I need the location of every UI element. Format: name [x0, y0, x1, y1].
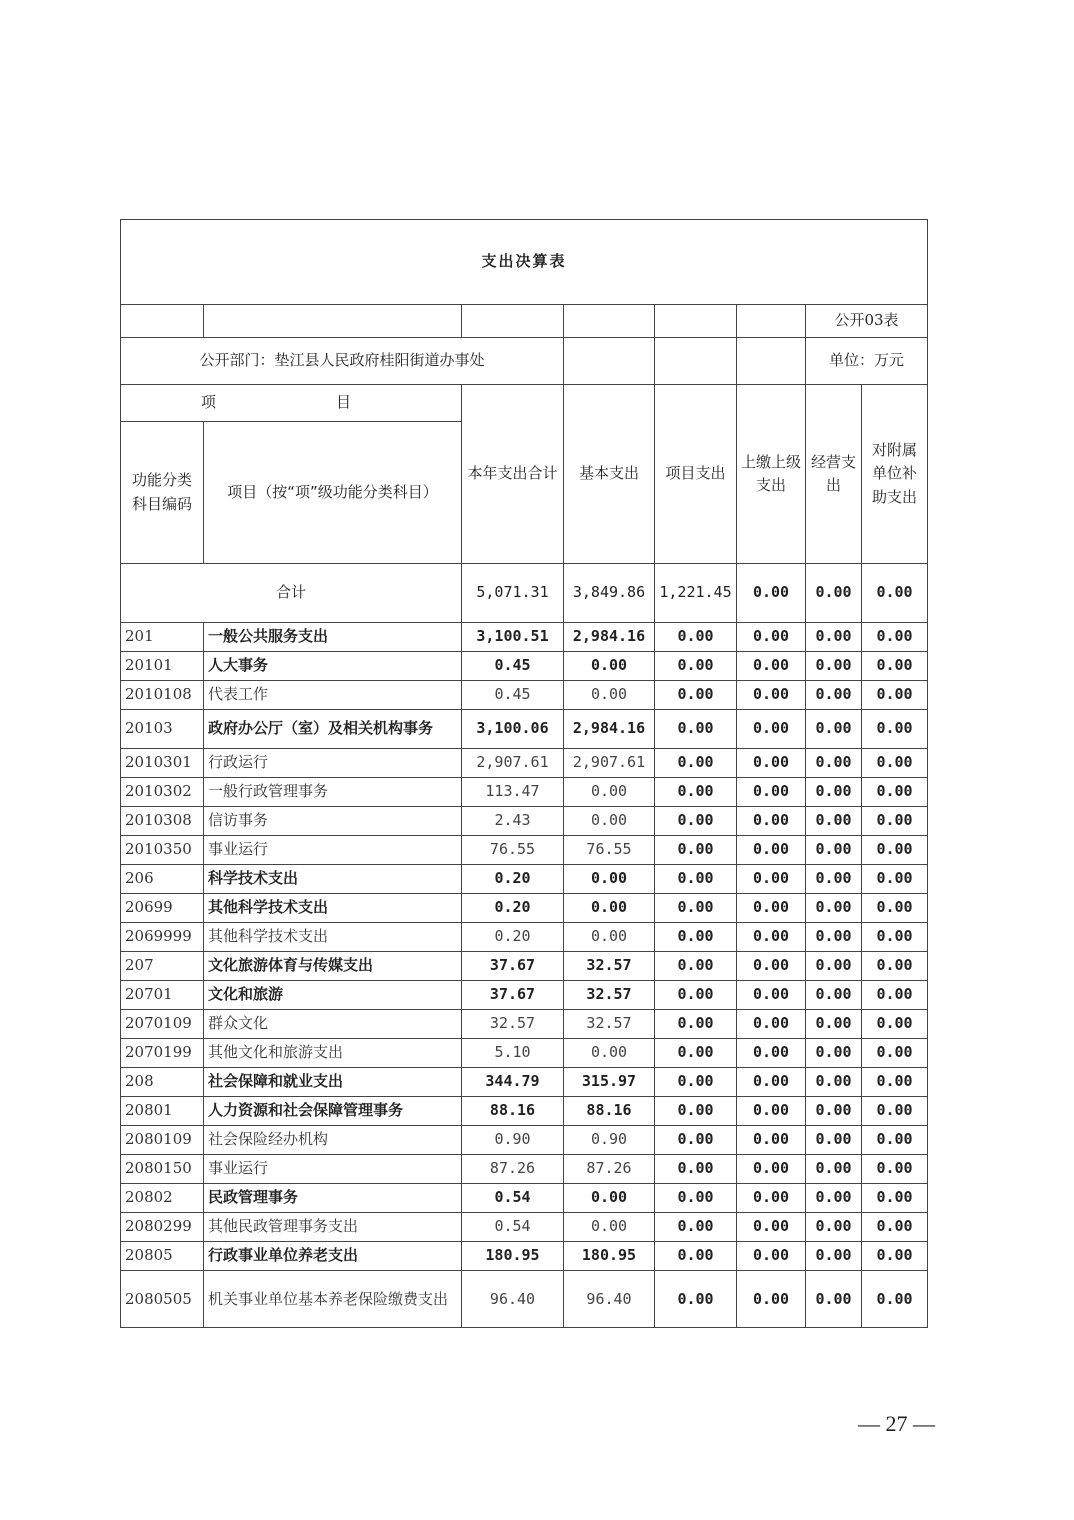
row-value: 0.00: [737, 923, 806, 952]
row-value: 0.45: [462, 681, 564, 710]
row-item-name: 其他科学技术支出: [204, 923, 462, 952]
row-value: 0.00: [862, 981, 928, 1010]
row-value: 0.00: [737, 681, 806, 710]
row-value: 113.47: [462, 778, 564, 807]
row-value: 0.00: [564, 1184, 655, 1213]
table-row: [121, 623, 928, 652]
table-row: [121, 778, 928, 807]
row-code: 2070109: [121, 1010, 204, 1039]
total-label: 合计: [121, 564, 462, 623]
row-code: 20802: [121, 1184, 204, 1213]
row-value: 0.00: [737, 1068, 806, 1097]
row-value: 0.00: [806, 1126, 862, 1155]
row-value: 0.00: [655, 1271, 737, 1328]
row-value: 0.00: [655, 1184, 737, 1213]
row-value: 0.00: [862, 1068, 928, 1097]
row-value: 76.55: [462, 836, 564, 865]
row-value: 2.43: [462, 807, 564, 836]
row-value: 0.00: [655, 1242, 737, 1271]
row-value: 0.00: [862, 652, 928, 681]
row-value: 0.00: [862, 778, 928, 807]
row-value: 32.57: [564, 1010, 655, 1039]
row-item-name: 科学技术支出: [204, 865, 462, 894]
table-row: [121, 710, 928, 749]
row-item-name: 文化和旅游: [204, 981, 462, 1010]
row-value: 0.00: [564, 1039, 655, 1068]
row-value: 0.00: [655, 1126, 737, 1155]
row-value: 0.00: [737, 1097, 806, 1126]
row-value: 0.00: [737, 1184, 806, 1213]
row-value: 0.00: [806, 1213, 862, 1242]
row-value: 0.20: [462, 923, 564, 952]
row-value: 0.00: [737, 1271, 806, 1328]
row-value: 0.00: [655, 923, 737, 952]
row-value: 0.00: [862, 1213, 928, 1242]
row-value: 0.00: [564, 923, 655, 952]
table-row: [121, 952, 928, 981]
row-value: 0.00: [655, 778, 737, 807]
row-value: 0.00: [862, 1155, 928, 1184]
row-value: 0.00: [737, 807, 806, 836]
row-code: 20701: [121, 981, 204, 1010]
row-value: 0.00: [655, 1068, 737, 1097]
row-value: 87.26: [462, 1155, 564, 1184]
row-value: 87.26: [564, 1155, 655, 1184]
row-value: 37.67: [462, 981, 564, 1010]
row-value: 0.00: [737, 778, 806, 807]
row-item-name: 人力资源和社会保障管理事务: [204, 1097, 462, 1126]
header-item-name: 项目（按“项”级功能分类科目）: [204, 422, 462, 564]
row-item-name: 社会保障和就业支出: [204, 1068, 462, 1097]
row-value: 32.57: [462, 1010, 564, 1039]
row-value: 0.00: [564, 807, 655, 836]
row-value: 0.00: [655, 1010, 737, 1039]
row-code: 20801: [121, 1097, 204, 1126]
table-row: [121, 1271, 928, 1328]
row-value: 0.00: [655, 623, 737, 652]
row-value: 0.45: [462, 652, 564, 681]
row-value: 0.00: [806, 894, 862, 923]
row-value: 0.00: [806, 836, 862, 865]
row-value: 0.00: [806, 623, 862, 652]
row-value: 180.95: [564, 1242, 655, 1271]
row-value: 0.00: [564, 681, 655, 710]
row-value: 0.00: [737, 1242, 806, 1271]
row-value: 0.00: [737, 865, 806, 894]
total-value: 3,849.86: [564, 564, 655, 623]
row-value: 0.90: [564, 1126, 655, 1155]
row-value: 0.00: [737, 1155, 806, 1184]
row-code: 2080299: [121, 1213, 204, 1242]
table-row: [121, 836, 928, 865]
table-title: 支出决算表: [121, 220, 928, 305]
form-number: 公开03表: [806, 305, 928, 338]
row-code: 2080150: [121, 1155, 204, 1184]
row-value: 180.95: [462, 1242, 564, 1271]
table-row: [121, 923, 928, 952]
row-value: 0.00: [564, 1213, 655, 1242]
table-row: [121, 865, 928, 894]
row-value: 0.00: [564, 865, 655, 894]
row-value: 32.57: [564, 981, 655, 1010]
row-value: 0.00: [862, 1271, 928, 1328]
table-row: [121, 1155, 928, 1184]
row-value: 0.00: [862, 923, 928, 952]
row-code: 2010108: [121, 681, 204, 710]
table-row: [121, 1184, 928, 1213]
header-basic-expenditure: 基本支出: [564, 385, 655, 564]
row-value: 344.79: [462, 1068, 564, 1097]
row-value: 0.00: [737, 981, 806, 1010]
total-value: 1,221.45: [655, 564, 737, 623]
row-value: 0.00: [655, 981, 737, 1010]
total-value: 0.00: [806, 564, 862, 623]
row-item-name: 信访事务: [204, 807, 462, 836]
row-value: 0.00: [806, 1242, 862, 1271]
row-value: 0.00: [862, 865, 928, 894]
row-value: 0.00: [564, 778, 655, 807]
expenditure-final-accounts-table: [120, 219, 928, 1328]
row-item-name: 政府办公厅（室）及相关机构事务: [204, 710, 462, 749]
row-value: 0.00: [655, 807, 737, 836]
row-item-name: 代表工作: [204, 681, 462, 710]
row-value: 0.00: [862, 952, 928, 981]
row-value: 0.00: [806, 681, 862, 710]
row-value: 0.00: [806, 1010, 862, 1039]
row-value: 32.57: [564, 952, 655, 981]
row-value: 88.16: [462, 1097, 564, 1126]
row-value: 0.00: [862, 1242, 928, 1271]
header-project-expenditure: 项目支出: [655, 385, 737, 564]
row-value: 0.00: [862, 836, 928, 865]
table-row: [121, 1068, 928, 1097]
table-row: [121, 807, 928, 836]
row-item-name: 民政管理事务: [204, 1184, 462, 1213]
row-value: 315.97: [564, 1068, 655, 1097]
row-value: 3,100.51: [462, 623, 564, 652]
header-operating-expenditure: 经营支出: [806, 385, 862, 564]
row-item-name: 事业运行: [204, 836, 462, 865]
row-value: 0.00: [806, 710, 862, 749]
row-value: 2,984.16: [564, 710, 655, 749]
row-value: 0.00: [806, 1155, 862, 1184]
row-value: 0.00: [737, 1213, 806, 1242]
table-row: [121, 681, 928, 710]
row-code: 2070199: [121, 1039, 204, 1068]
row-code: 20699: [121, 894, 204, 923]
row-item-name: 文化旅游体育与传媒支出: [204, 952, 462, 981]
row-value: 0.00: [737, 623, 806, 652]
row-code: 2069999: [121, 923, 204, 952]
table-row: [121, 1126, 928, 1155]
row-value: 0.00: [806, 1097, 862, 1126]
row-value: 2,984.16: [564, 623, 655, 652]
row-code: 20103: [121, 710, 204, 749]
row-code: 2010350: [121, 836, 204, 865]
row-code: 2080109: [121, 1126, 204, 1155]
row-value: 0.20: [462, 894, 564, 923]
row-value: 0.00: [655, 1213, 737, 1242]
row-value: 0.00: [806, 778, 862, 807]
row-value: 0.00: [806, 652, 862, 681]
row-item-name: 事业运行: [204, 1155, 462, 1184]
row-value: 3,100.06: [462, 710, 564, 749]
table-row: [121, 981, 928, 1010]
row-value: 0.20: [462, 865, 564, 894]
row-code: 20101: [121, 652, 204, 681]
row-value: 0.00: [655, 1039, 737, 1068]
row-code: 2010308: [121, 807, 204, 836]
table-row: [121, 1242, 928, 1271]
row-item-name: 机关事业单位基本养老保险缴费支出: [204, 1271, 462, 1328]
row-value: 0.00: [806, 923, 862, 952]
row-value: 0.00: [806, 1184, 862, 1213]
row-code: 206: [121, 865, 204, 894]
row-value: 0.00: [862, 1039, 928, 1068]
project-group-header: 项 目: [121, 385, 462, 422]
row-item-name: 其他民政管理事务支出: [204, 1213, 462, 1242]
total-value: 0.00: [862, 564, 928, 623]
row-value: 0.00: [862, 1184, 928, 1213]
table-row: [121, 652, 928, 681]
table-row: [121, 749, 928, 778]
row-value: 0.00: [862, 807, 928, 836]
table-row: [121, 1039, 928, 1068]
header-total-expenditure: 本年支出合计: [462, 385, 564, 564]
row-value: 96.40: [462, 1271, 564, 1328]
row-value: 5.10: [462, 1039, 564, 1068]
row-value: 0.00: [655, 952, 737, 981]
row-value: 0.00: [737, 749, 806, 778]
row-value: 0.00: [806, 807, 862, 836]
row-value: 0.00: [655, 1155, 737, 1184]
row-code: 2080505: [121, 1271, 204, 1328]
row-value: 0.00: [862, 710, 928, 749]
row-item-name: 人大事务: [204, 652, 462, 681]
row-value: 0.00: [737, 710, 806, 749]
row-value: 0.00: [655, 749, 737, 778]
row-code: 208: [121, 1068, 204, 1097]
row-value: 0.00: [737, 1126, 806, 1155]
row-value: 0.00: [737, 836, 806, 865]
row-value: 0.00: [862, 1097, 928, 1126]
row-value: 0.90: [462, 1126, 564, 1155]
row-value: 0.00: [862, 623, 928, 652]
row-value: 0.00: [564, 894, 655, 923]
table-row: [121, 1097, 928, 1126]
row-value: 0.00: [806, 952, 862, 981]
row-value: 0.00: [737, 952, 806, 981]
row-code: 20805: [121, 1242, 204, 1271]
row-value: 76.55: [564, 836, 655, 865]
header-remit-to-superior: 上缴上级支出: [737, 385, 806, 564]
row-code: 2010302: [121, 778, 204, 807]
row-value: 0.00: [737, 894, 806, 923]
row-code: 207: [121, 952, 204, 981]
row-value: 88.16: [564, 1097, 655, 1126]
table-row: [121, 1010, 928, 1039]
row-value: 0.00: [862, 1126, 928, 1155]
row-value: 2,907.61: [462, 749, 564, 778]
header-function-code: 功能分类科目编码: [121, 422, 204, 564]
row-item-name: 社会保险经办机构: [204, 1126, 462, 1155]
row-value: 0.00: [737, 1039, 806, 1068]
row-value: 0.00: [655, 652, 737, 681]
row-item-name: 行政运行: [204, 749, 462, 778]
row-value: 0.00: [737, 1010, 806, 1039]
row-code: 201: [121, 623, 204, 652]
row-value: 0.00: [737, 652, 806, 681]
table-row: [121, 894, 928, 923]
row-value: 2,907.61: [564, 749, 655, 778]
row-value: 0.00: [655, 836, 737, 865]
row-value: 0.00: [655, 710, 737, 749]
row-item-name: 其他文化和旅游支出: [204, 1039, 462, 1068]
page-number: — 27 —: [858, 1411, 935, 1436]
row-value: 0.00: [655, 681, 737, 710]
row-value: 0.00: [806, 1039, 862, 1068]
row-code: 2010301: [121, 749, 204, 778]
row-value: 0.00: [862, 681, 928, 710]
row-value: 0.00: [862, 1010, 928, 1039]
total-value: 0.00: [737, 564, 806, 623]
row-value: 0.00: [862, 894, 928, 923]
row-value: 0.00: [655, 865, 737, 894]
table-row: [121, 1213, 928, 1242]
unit-label: 单位：万元: [806, 338, 928, 385]
header-subsidy-to-affiliates: 对附属单位补助支出: [862, 385, 928, 564]
row-value: 96.40: [564, 1271, 655, 1328]
row-value: 0.00: [806, 1068, 862, 1097]
row-item-name: 行政事业单位养老支出: [204, 1242, 462, 1271]
table-body: [121, 623, 928, 1328]
department-label: 公开部门：垫江县人民政府桂阳街道办事处: [121, 338, 564, 385]
row-value: 0.00: [564, 652, 655, 681]
row-value: 0.54: [462, 1213, 564, 1242]
row-value: 0.00: [806, 865, 862, 894]
row-value: 0.00: [806, 1271, 862, 1328]
row-value: 0.54: [462, 1184, 564, 1213]
row-value: 0.00: [862, 749, 928, 778]
row-item-name: 其他科学技术支出: [204, 894, 462, 923]
row-value: 0.00: [655, 1097, 737, 1126]
total-value: 5,071.31: [462, 564, 564, 623]
row-value: 37.67: [462, 952, 564, 981]
row-value: 0.00: [806, 981, 862, 1010]
row-value: 0.00: [655, 894, 737, 923]
row-item-name: 一般行政管理事务: [204, 778, 462, 807]
row-item-name: 一般公共服务支出: [204, 623, 462, 652]
row-value: 0.00: [806, 749, 862, 778]
row-item-name: 群众文化: [204, 1010, 462, 1039]
